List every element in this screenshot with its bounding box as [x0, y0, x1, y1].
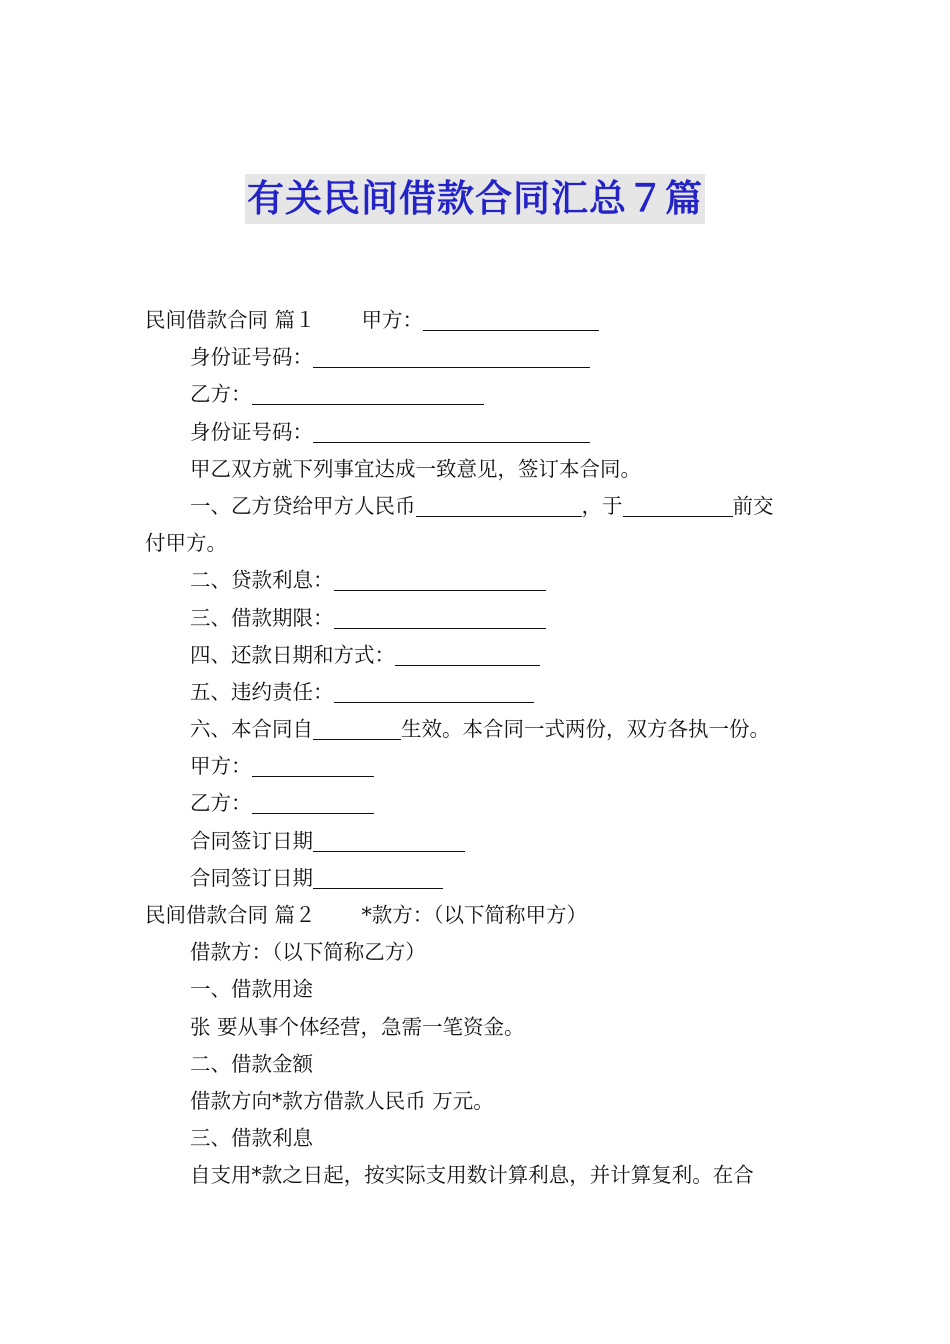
- section-1-heading: 一、借款用途: [190, 977, 313, 1002]
- borrower-line: 借款方：（以下简称乙方）: [190, 940, 426, 965]
- term-blank: [334, 608, 546, 629]
- signature-a-line: [145, 748, 810, 785]
- sign-date-line-1: [145, 823, 810, 860]
- document-body: [145, 302, 810, 1195]
- contract-2-heading-line: [145, 897, 810, 934]
- clause-6-tail: 生效。本合同一式两份，双方各执一份。: [401, 717, 770, 742]
- section-1-text: 张 要从事个体经营，急需一笔资金。: [190, 1014, 525, 1039]
- sign-date-line-2: [145, 860, 810, 897]
- signature-b-label: 乙方：: [190, 791, 252, 816]
- liability-blank: [334, 682, 534, 703]
- lender-label: *款方：（以下简称甲方）: [361, 903, 588, 927]
- clause-5-line: [145, 674, 810, 711]
- contract-1-heading: 民间借款合同 篇１: [145, 308, 316, 332]
- id-number-a-blank: [313, 347, 590, 368]
- clause-1-tail: 前交: [732, 493, 774, 518]
- clause-6-line: [145, 711, 810, 748]
- clause-5-label: 五、违约责任：: [190, 679, 334, 704]
- signature-a-blank: [252, 756, 374, 777]
- section-2-text: 借款方向*款方借款人民币 万元。: [190, 1088, 494, 1113]
- party-b-line: [145, 376, 810, 413]
- id-number-a-line: [145, 339, 810, 376]
- id-number-b-blank: [313, 422, 590, 443]
- clause-6-text: 六、本合同自: [190, 717, 313, 742]
- amount-blank: [416, 496, 582, 517]
- contract-1-heading-line: [145, 302, 810, 339]
- party-a-blank: [423, 310, 599, 331]
- section-2-heading: 二、借款金额: [190, 1051, 313, 1076]
- effective-date-blank: [313, 719, 401, 740]
- interest-blank: [334, 570, 546, 591]
- agreement-statement: 甲乙双方就下列事宜达成一致意见，签订本合同。: [190, 456, 641, 481]
- delivery-date-blank: [623, 496, 733, 517]
- title-container: [0, 174, 950, 224]
- sign-date-label-1: 合同签订日期: [190, 828, 313, 853]
- clause-1-continuation: 付甲方。: [145, 531, 227, 556]
- party-a-label: 甲方：: [361, 308, 424, 332]
- sign-date-blank-1: [313, 831, 465, 852]
- document-title: 有关民间借款合同汇总７篇: [245, 174, 705, 224]
- id-number-a-label: 身份证号码：: [190, 345, 313, 370]
- sign-date-label-2: 合同签订日期: [190, 865, 313, 890]
- contract-2-heading: 民间借款合同 篇２: [145, 903, 316, 927]
- clause-4-line: [145, 637, 810, 674]
- clause-1-text: 一、乙方贷给甲方人民币: [190, 493, 416, 518]
- clause-2-line: [145, 562, 810, 599]
- clause-3-label: 三、借款期限：: [190, 605, 334, 630]
- signature-b-blank: [252, 793, 374, 814]
- id-number-b-line: [145, 414, 810, 451]
- clause-1-date-label: ，于: [581, 493, 623, 518]
- repayment-blank: [395, 645, 540, 666]
- clause-2-label: 二、贷款利息：: [190, 568, 334, 593]
- signature-a-label: 甲方：: [190, 754, 252, 779]
- sign-date-blank-2: [313, 868, 443, 889]
- section-3-heading: 三、借款利息: [190, 1126, 313, 1151]
- clause-1-line: [145, 488, 810, 525]
- section-3-text: 自支用*款之日起，按实际支用数计算利息，并计算复利。在合: [190, 1163, 754, 1188]
- clause-3-line: [145, 600, 810, 637]
- party-b-label: 乙方：: [190, 382, 252, 407]
- clause-4-label: 四、还款日期和方式：: [190, 642, 395, 667]
- id-number-b-label: 身份证号码：: [190, 419, 313, 444]
- signature-b-line: [145, 785, 810, 822]
- party-b-blank: [252, 384, 484, 405]
